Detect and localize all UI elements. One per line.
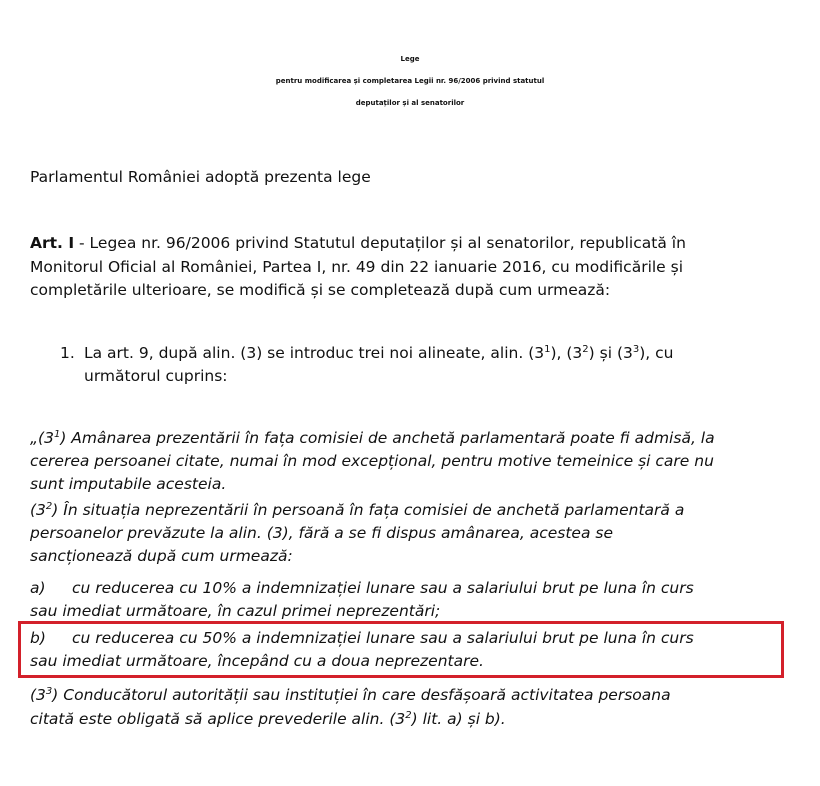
article-label: Art. I xyxy=(30,234,75,252)
item-1-number: 1. xyxy=(60,344,75,362)
para-3-2-line-3: sancționează după cum urmează: xyxy=(30,547,293,565)
para-3-1-line-2: cererea persoanei citate, numai în mod excepțional, pentru motive temeinice și care nu xyxy=(30,452,714,470)
sup: 1 xyxy=(53,429,61,440)
para-text: ) Conducătorul autorității sau instituției în care desfășoară activitatea persoana xyxy=(52,686,671,704)
intro-sentence: Parlamentul României adoptă prezenta lege xyxy=(30,168,371,186)
item-1-text-b: ), (3 xyxy=(550,344,583,362)
article-line-2: Monitorul Oficial al României, Partea I, nr. 49 din 22 ianuarie 2016, cu modificările și xyxy=(30,258,684,276)
para-a-line-2: sau imediat următoare, în cazul primei neprezentări; xyxy=(30,602,441,620)
para-b-text: cu reducerea cu 50% a indemnizației lunare sau a salariului brut pe luna în curs xyxy=(72,629,694,647)
para-b-line-2: sau imediat următoare, începând cu a doua neprezentare. xyxy=(30,652,484,670)
para-b-line-1 xyxy=(30,627,694,650)
doc-subtitle-line-2: deputaților și al senatorilor xyxy=(355,99,465,107)
article-line-1 xyxy=(30,232,686,255)
para-text: ) Amânarea prezentării în fața comisiei de anchetă parlamentară poate fi admisă, la xyxy=(60,429,715,447)
para-text-a: citată este obligată să aplice prevederile alin. (3 xyxy=(30,710,406,728)
sup: 2 xyxy=(405,710,412,721)
para-a-text: cu reducerea cu 10% a indemnizației lunare sau a salariului brut pe luna în curs xyxy=(72,579,694,597)
para-a-label: a) xyxy=(30,579,46,597)
sup: 3 xyxy=(45,686,53,697)
sup: 1 xyxy=(544,344,551,355)
para-3-2-line-1 xyxy=(30,499,684,522)
item-1-text-d: ), cu xyxy=(639,344,674,362)
doc-subtitle-line-1: pentru modificarea și completarea Legii nr. 96/2006 privind statutul xyxy=(275,77,545,85)
para-3-1-line-3: sunt imputabile acesteia. xyxy=(30,475,227,493)
sup: 3 xyxy=(632,344,640,355)
para-3-3-line-1 xyxy=(30,684,671,707)
para-text: ) În situația neprezentării în persoană în fața comisiei de anchetă parlamentară a xyxy=(52,501,685,519)
item-1-line-1 xyxy=(60,342,674,365)
para-open: (3 xyxy=(30,501,46,519)
para-3-1-line-1 xyxy=(30,427,715,450)
doc-title: Lege xyxy=(400,55,420,63)
para-3-3-line-2 xyxy=(30,708,506,731)
para-open: (3 xyxy=(30,686,46,704)
para-b-label: b) xyxy=(30,629,46,647)
article-line-3: completările ulterioare, se modifică și se completează după cum urmează: xyxy=(30,281,611,299)
item-1-text-c: ) și (3 xyxy=(588,344,633,362)
article-text-1: - Legea nr. 96/2006 privind Statutul deputaților și al senatorilor, republicată în xyxy=(74,234,686,252)
sup: 2 xyxy=(582,344,589,355)
para-3-2-line-2: persoanelor prevăzute la alin. (3), fără a se fi dispus amânarea, acestea se xyxy=(30,524,614,542)
sup: 2 xyxy=(45,501,53,512)
para-open: „(3 xyxy=(30,429,54,447)
item-1-text-a: La art. 9, după alin. (3) se introduc trei noi alineate, alin. (3 xyxy=(84,344,545,362)
para-text-b: ) lit. a) și b). xyxy=(411,710,506,728)
item-1-line-2: următorul cuprins: xyxy=(84,367,228,385)
para-a-line-1 xyxy=(30,577,694,600)
